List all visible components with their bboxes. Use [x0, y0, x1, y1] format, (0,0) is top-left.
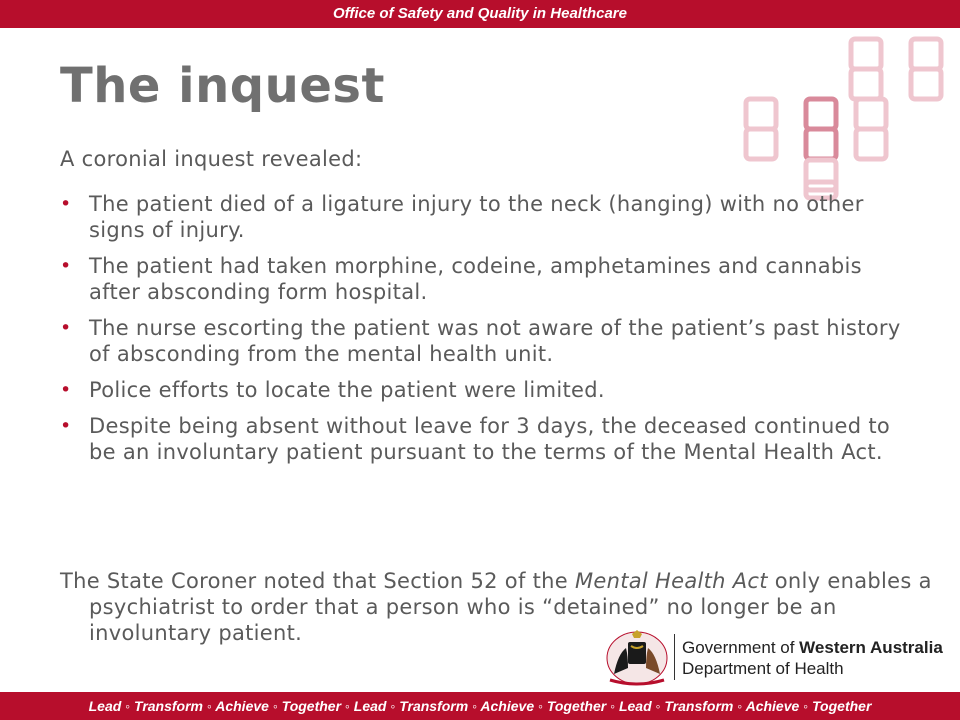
intro-text: A coronial inquest revealed:	[60, 147, 363, 171]
findings-list	[60, 191, 920, 475]
logo-divider	[674, 634, 675, 680]
footer-tagline: Lead ◦ Transform ◦ Achieve ◦ Together ◦ Lead ◦ Transform ◦ Achieve ◦ Together ◦ Lead ◦ Transform ◦ Achieve ◦ Together	[88, 698, 872, 714]
list-item	[60, 191, 920, 243]
list-item	[60, 413, 920, 465]
slide-title: The inquest	[60, 58, 385, 114]
footer-bar	[0, 692, 960, 720]
list-item-text: The patient had taken morphine, codeine, amphetamines and cannabis after absconding form hospital.	[89, 254, 862, 304]
coroner-text-prefix: The State Coroner noted that Section 52 of the	[60, 569, 575, 593]
coat-of-arms-icon	[604, 628, 670, 686]
logo-department-text: Department of Health	[682, 659, 844, 678]
government-logo	[596, 626, 944, 688]
logo-government-prefix: Government of	[682, 638, 800, 657]
list-item-text: Despite being absent without leave for 3 days, the deceased continued to be an involuntary patient pursuant to the terms of the Mental Health Act.	[89, 414, 891, 464]
logo-government-text	[682, 638, 943, 658]
organization-name: Office of Safety and Quality in Healthcare	[333, 5, 627, 22]
list-item	[60, 253, 920, 305]
list-item-text: Police efforts to locate the patient were limited.	[89, 378, 605, 402]
bullet-icon: •	[60, 415, 72, 437]
list-item-text: The patient died of a ligature injury to the neck (hanging) with no other signs of injury.	[89, 192, 864, 242]
list-item	[60, 315, 920, 367]
bullet-icon: •	[60, 379, 72, 401]
coroner-text-suffix: only enables a psychiatrist to order that a person who is “detained” no longer be an involuntary patient.	[89, 569, 932, 645]
bullet-icon: •	[60, 193, 72, 215]
bullet-icon: •	[60, 255, 72, 277]
bullet-icon: •	[60, 317, 72, 339]
logo-state-name: Western Australia	[799, 638, 943, 657]
act-name: Mental Health Act	[574, 569, 768, 593]
list-item	[60, 377, 920, 403]
list-item-text: The nurse escorting the patient was not aware of the patient’s past history of absconding from the mental health unit.	[89, 316, 901, 366]
